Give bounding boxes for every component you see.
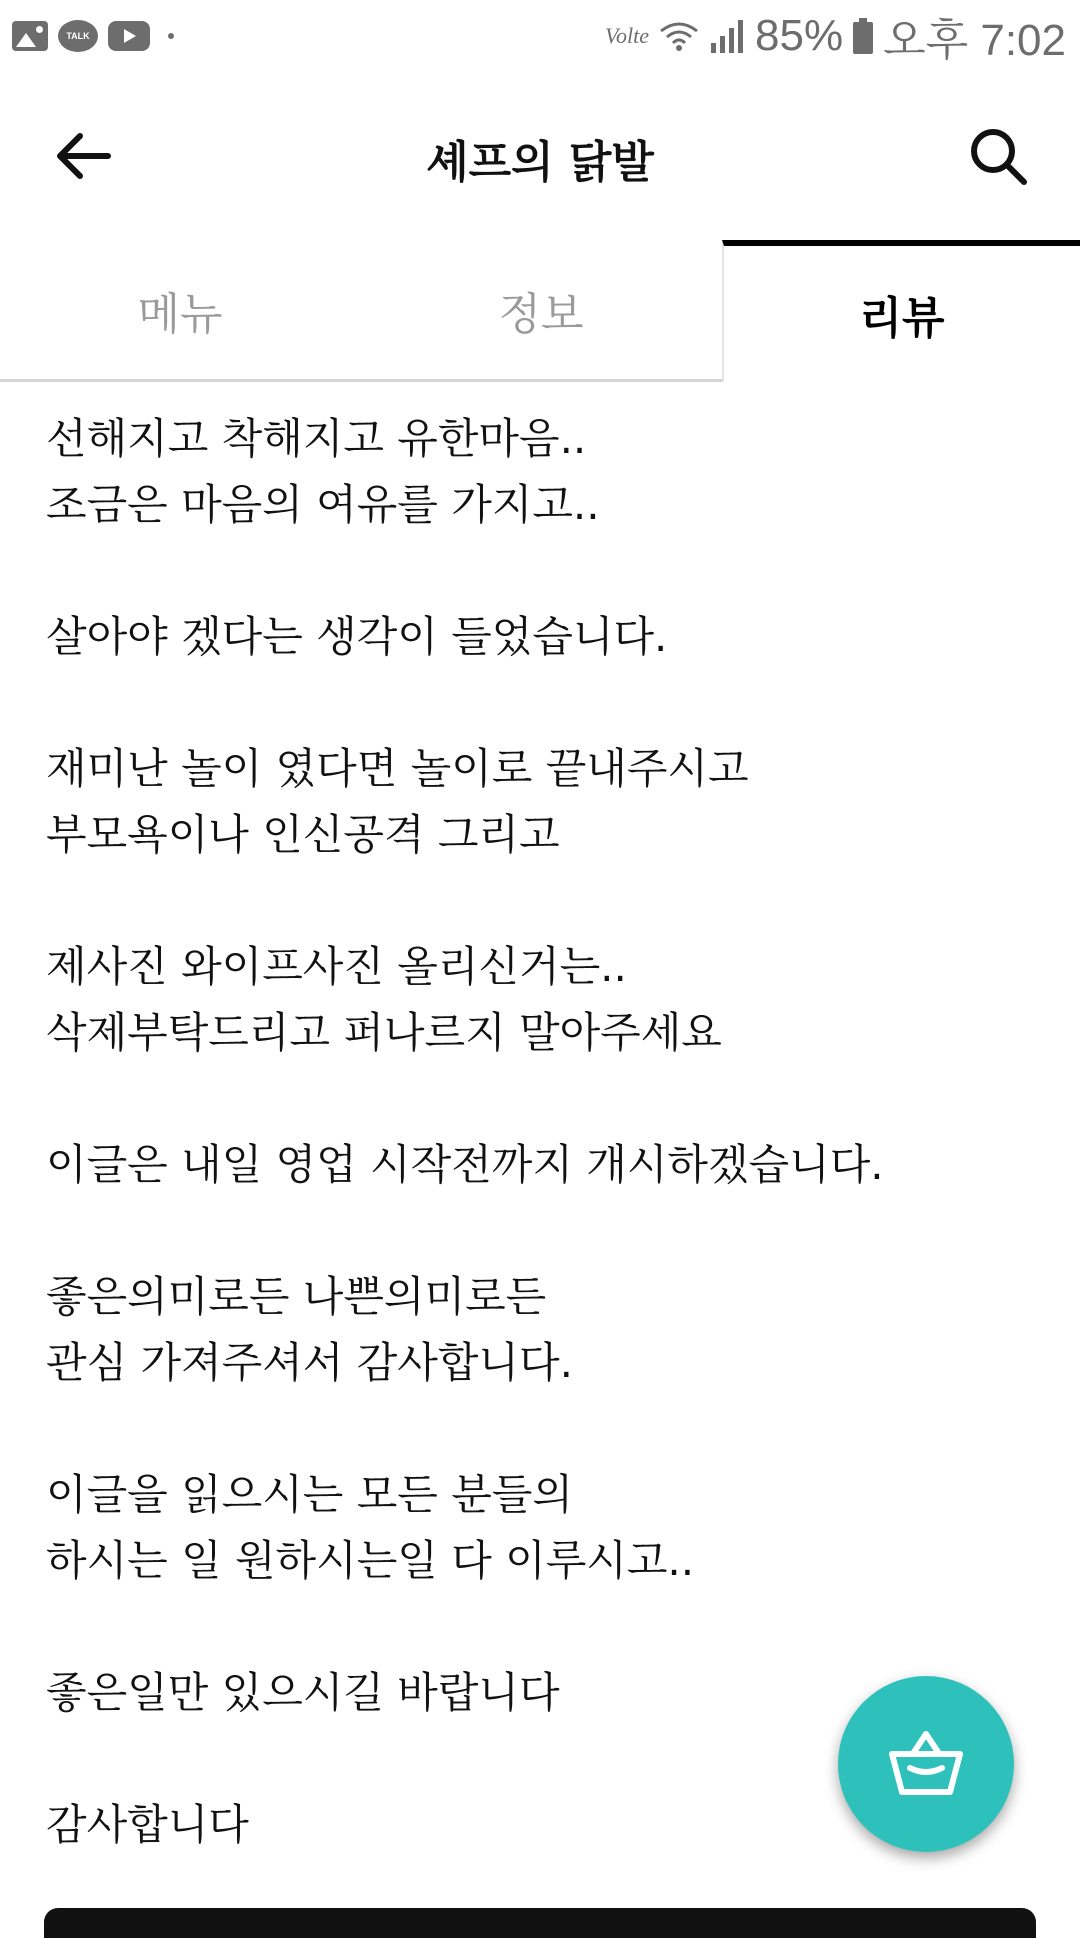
review-line: 이글을 읽으시는 모든 분들의 (46, 1470, 573, 1519)
review-line (46, 538, 1046, 604)
review-line: 재미난 놀이 였다면 놀이로 끝내주시고 (46, 744, 749, 793)
review-line: 조금은 마음의 여유를 가지고.. (46, 480, 600, 529)
review-line (46, 1198, 1046, 1264)
more-notifications-dot-icon (168, 33, 174, 39)
review-line: 하시는 일 원하시는일 다 이루시고.. (46, 1536, 695, 1585)
tab-info[interactable]: 정보 (360, 240, 722, 382)
bottom-action-bar[interactable] (44, 1908, 1036, 1938)
app-header (0, 96, 1080, 216)
wifi-icon (659, 19, 699, 53)
review-line (46, 1066, 1046, 1132)
review-line (46, 868, 1046, 934)
search-icon[interactable] (966, 124, 1030, 188)
review-line: 삭제부탁드리고 퍼나르지 말아주세요 (46, 1008, 722, 1057)
review-content (46, 406, 1046, 1858)
review-line: 제사진 와이프사진 올리신거는.. (46, 942, 627, 991)
battery-percentage: 85% (755, 11, 844, 60)
cart-button[interactable] (838, 1676, 1014, 1852)
battery-icon (853, 18, 873, 54)
review-line: 감사합니다 (46, 1800, 249, 1849)
notification-icons (12, 16, 174, 56)
volte-indicator: Volte (605, 23, 650, 48)
review-line: 좋은일만 있으시길 바랍니다 (46, 1668, 560, 1717)
tab-review[interactable]: 리뷰 (722, 240, 1080, 382)
review-line (46, 1594, 1046, 1660)
review-line: 좋은의미로든 나쁜의미로든 (46, 1272, 547, 1321)
review-line: 선해지고 착해지고 유한마음.. (46, 414, 587, 463)
review-line (46, 1396, 1046, 1462)
cell-signal-icon (709, 19, 745, 53)
page-title: 셰프의 닭발 (426, 137, 654, 188)
system-status (605, 10, 1066, 65)
review-line: 관심 가져주셔서 감사합니다. (46, 1338, 573, 1387)
gallery-notification-icon (12, 21, 48, 51)
kakaotalk-notification-icon: TALK (58, 20, 98, 52)
clock: 오후 7:02 (883, 16, 1066, 65)
review-line: 부모욕이나 인신공격 그리고 (46, 810, 560, 859)
review-line: 살아야 겠다는 생각이 들었습니다. (46, 612, 668, 661)
review-line: 이글은 내일 영업 시작전까지 개시하겠습니다. (46, 1140, 884, 1189)
basket-icon (884, 1722, 968, 1806)
review-line (46, 670, 1046, 736)
tab-bar (0, 240, 1080, 382)
status-bar (0, 0, 1080, 72)
youtube-notification-icon (108, 21, 150, 51)
tab-menu[interactable]: 메뉴 (0, 240, 360, 382)
